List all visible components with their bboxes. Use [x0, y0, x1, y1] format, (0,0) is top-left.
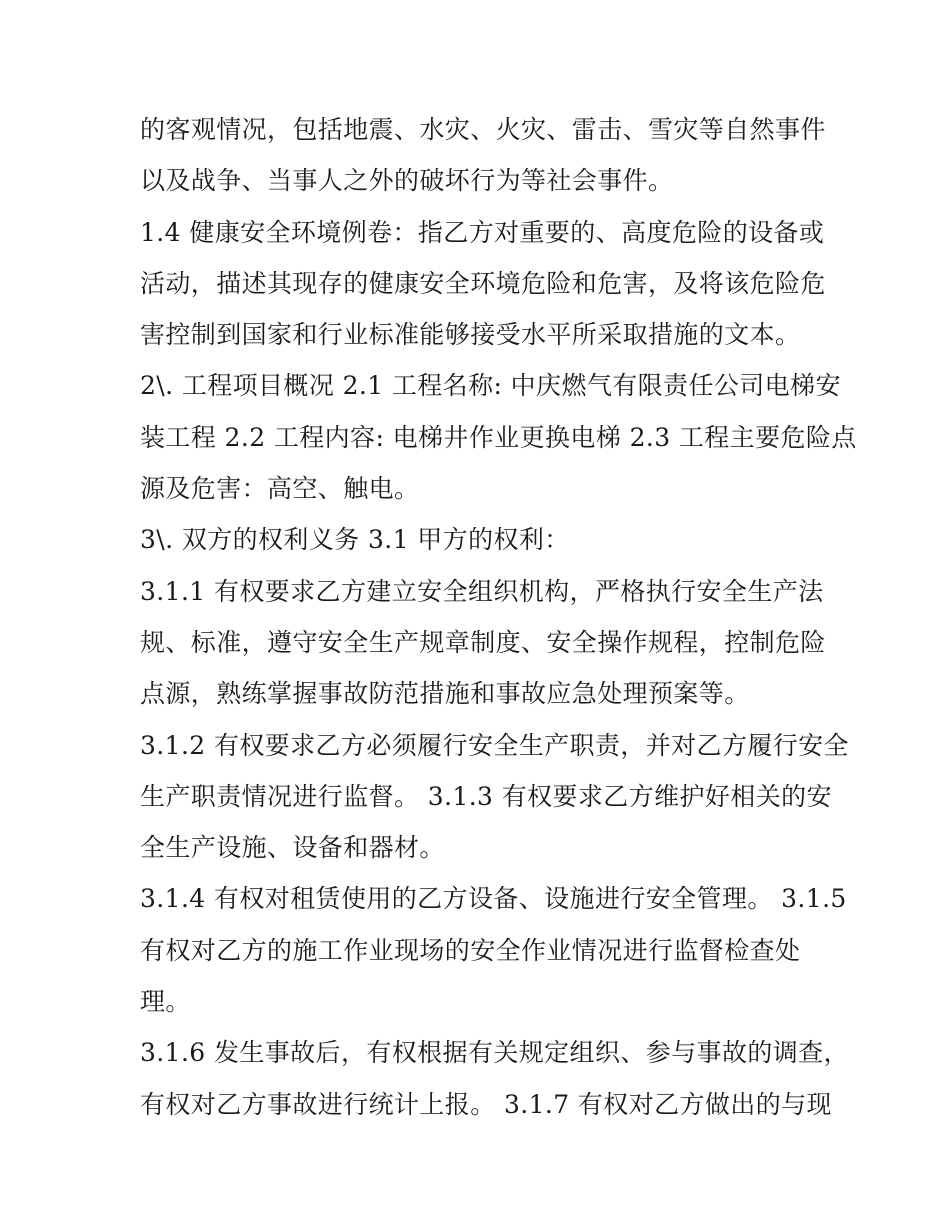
text-line: 生产职责情况进行监督。 3.1.3 有权要求乙方维护好相关的安 — [140, 781, 832, 811]
text-line: 2\. 工程项目概况 2.1 工程名称: 中庆燃气有限责任公司电梯安 — [140, 371, 841, 401]
text-line: 害控制到国家和行业标准能够接受水平所采取措施的文本。 — [140, 320, 801, 350]
text-line: 有权对乙方事故进行统计上报。 3.1.7 有权对乙方做出的与现 — [140, 1089, 832, 1119]
text-line: 源及危害：高空、触电。 — [140, 474, 420, 504]
text-line: 装工程 2.2 工程内容: 电梯井作业更换电梯 2.3 工程主要危险点 — [140, 422, 857, 452]
text-line: 3.1.4 有权对租赁使用的乙方设备、设施进行安全管理。 3.1.5 — [140, 884, 847, 914]
text-line: 规、标准，遵守安全生产规章制度、安全操作规程，控制危险 — [140, 627, 826, 657]
text-line: 理。 — [140, 987, 191, 1017]
text-line: 1.4 健康安全环境例卷：指乙方对重要的、高度危险的设备或 — [140, 217, 825, 247]
document-body — [140, 104, 857, 1130]
text-line: 3.1.2 有权要求乙方必须履行安全生产职责，并对乙方履行安全 — [140, 730, 849, 760]
text-line: 3\. 双方的权利义务 3.1 甲方的权利： — [140, 525, 570, 555]
text-line: 点源，熟练掌握事故防范措施和事故应急处理预案等。 — [140, 679, 750, 709]
text-line: 以及战争、当事人之外的破坏行为等社会事件。 — [140, 166, 674, 196]
text-line: 的客观情况，包括地震、水灾、火灾、雷击、雪灾等自然事件 — [140, 115, 826, 144]
text-line: 有权对乙方的施工作业现场的安全作业情况进行监督检查处 — [140, 935, 801, 965]
text-line: 活动，描述其现存的健康安全环境危险和危害，及将该危险危 — [140, 268, 826, 298]
text-line: 3.1.6 发生事故后，有权根据有关规定组织、参与事故的调查， — [140, 1038, 849, 1068]
text-line: 全生产设施、设备和器材。 — [140, 833, 445, 863]
text-line: 3.1.1 有权要求乙方建立安全组织机构，严格执行安全生产法 — [140, 576, 824, 606]
